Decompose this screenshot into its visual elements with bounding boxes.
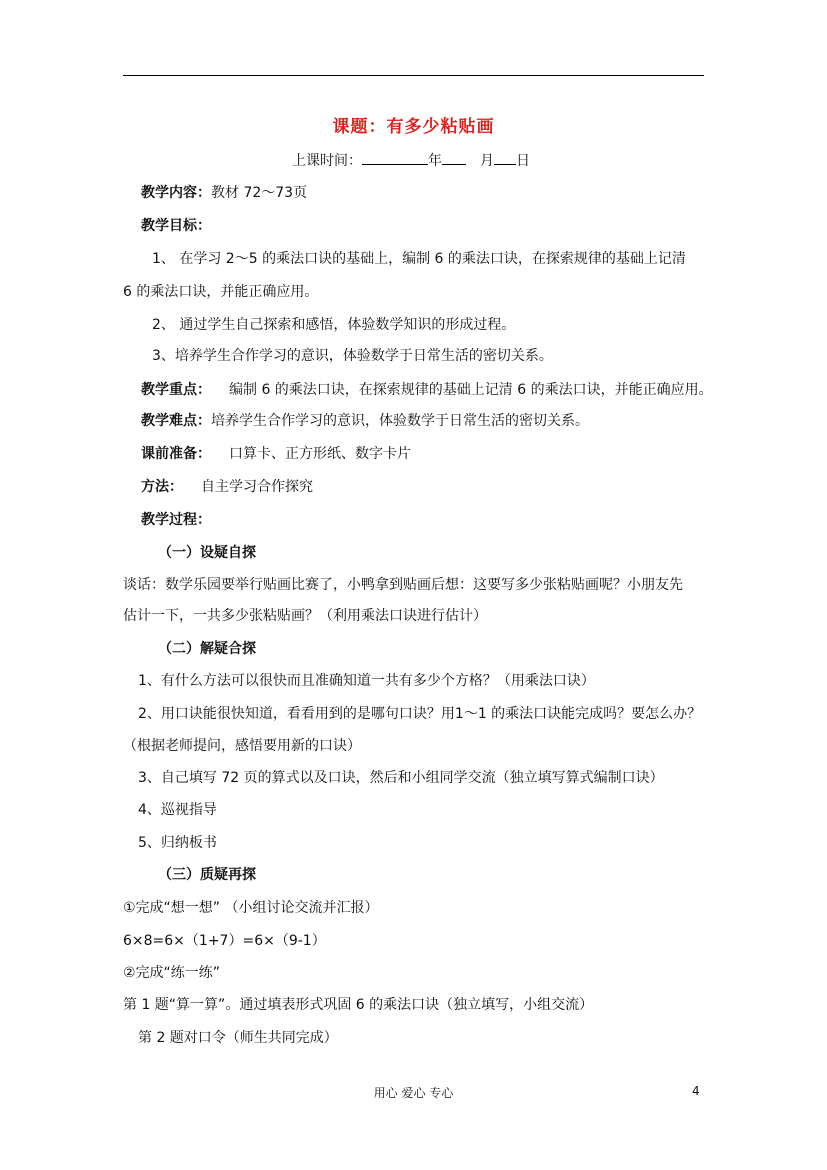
goal-2: 2、 通过学生自己探索和感悟，体验数学知识的形成过程。 xyxy=(152,317,516,333)
schedule-label: 上课时间： xyxy=(292,153,362,169)
preparation-label: 课前准备： xyxy=(141,446,211,462)
method-label: 方法： xyxy=(141,479,183,495)
difficulty-line xyxy=(141,411,589,431)
section-3-item-a: ①完成“想一想” （小组讨论交流并汇报） xyxy=(123,900,379,916)
content-line xyxy=(141,183,307,203)
section-1-heading: （一）设疑自探 xyxy=(158,545,256,561)
section-3-question-1: 第 1 题“算一算”。通过填表形式巩固 6 的乘法口诀（独立填写，小组交流） xyxy=(123,997,594,1013)
footer-motto: 用心 爱心 专心 xyxy=(373,1086,454,1100)
section-3-item-b: ②完成“练一练” xyxy=(123,965,221,981)
content-label: 教学内容： xyxy=(141,185,211,201)
section-1-para-a: 谈话：数学乐园要举行贴画比赛了，小鸭拿到贴画后想：这要写多少张粘贴画呢？小朋友先 xyxy=(123,577,683,593)
goals-label: 教学目标： xyxy=(141,218,211,234)
section-2-heading: （二）解疑合探 xyxy=(158,641,256,657)
section-2-item-5: 5、归纳板书 xyxy=(138,835,217,851)
key-point-text: 编制 6 的乘法口诀，在探索规律的基础上记清 6 的乘法口诀，并能正确应用。 xyxy=(229,382,713,398)
content-text: 教材 72～73页 xyxy=(211,185,308,201)
difficulty-label: 教学难点： xyxy=(141,413,211,429)
schedule-blank-month xyxy=(442,150,466,165)
section-2-item-4: 4、巡视指导 xyxy=(138,802,217,818)
goal-1-line-a: 1、 在学习 2～5 的乘法口诀的基础上，编制 6 的乘法口诀，在探索规律的基础上记清 xyxy=(152,251,686,267)
schedule-day: 日 xyxy=(516,153,530,169)
section-2-item-3: 3、自己填写 72 页的算式以及口诀，然后和小组同学交流（独立填写算式编制口诀） xyxy=(138,770,664,786)
method-line xyxy=(141,477,313,497)
schedule-blank-day xyxy=(494,150,516,165)
section-2-item-1: 1、有什么方法可以很快而且准确知道一共有多少个方格？（用乘法口诀） xyxy=(138,673,595,689)
preparation-text: 口算卡、正方形纸、数字卡片 xyxy=(229,446,411,462)
process-label: 教学过程： xyxy=(141,512,211,528)
schedule-blank-year xyxy=(362,150,428,165)
schedule-line xyxy=(292,150,530,171)
schedule-year: 年 xyxy=(428,153,442,169)
header-rule xyxy=(123,75,704,76)
lesson-title: 课题：有多少粘贴画 xyxy=(332,117,495,137)
goal-1-line-b: 6 的乘法口诀，并能正确应用。 xyxy=(123,284,319,300)
method-text: 自主学习合作探究 xyxy=(201,479,313,495)
section-2-item-2b: （根据老师提问，感悟要用新的口诀） xyxy=(123,738,361,754)
section-3-question-2: 第 2 题对口令（师生共同完成） xyxy=(138,1030,338,1046)
section-3-heading: （三）质疑再探 xyxy=(158,867,256,883)
preparation-line xyxy=(141,444,411,464)
section-1-para-b: 估计一下，一共多少张粘贴画？（利用乘法口诀进行估计） xyxy=(123,608,487,624)
goal-3: 3、培养学生合作学习的意识，体验数学于日常生活的密切关系。 xyxy=(152,348,553,364)
key-point-line xyxy=(141,380,713,400)
key-point-label: 教学重点： xyxy=(141,382,211,398)
difficulty-text: 培养学生合作学习的意识，体验数学于日常生活的密切关系。 xyxy=(211,413,589,429)
page-number: 4 xyxy=(692,1084,700,1098)
section-2-item-2a: 2、用口诀能很快知道，看看用到的是哪句口诀？用1～1 的乘法口诀能完成吗？要怎么办？ xyxy=(138,706,702,722)
section-3-formula: 6×8=6×（1+7）=6×（9-1） xyxy=(123,933,326,949)
schedule-month: 月 xyxy=(480,153,494,169)
